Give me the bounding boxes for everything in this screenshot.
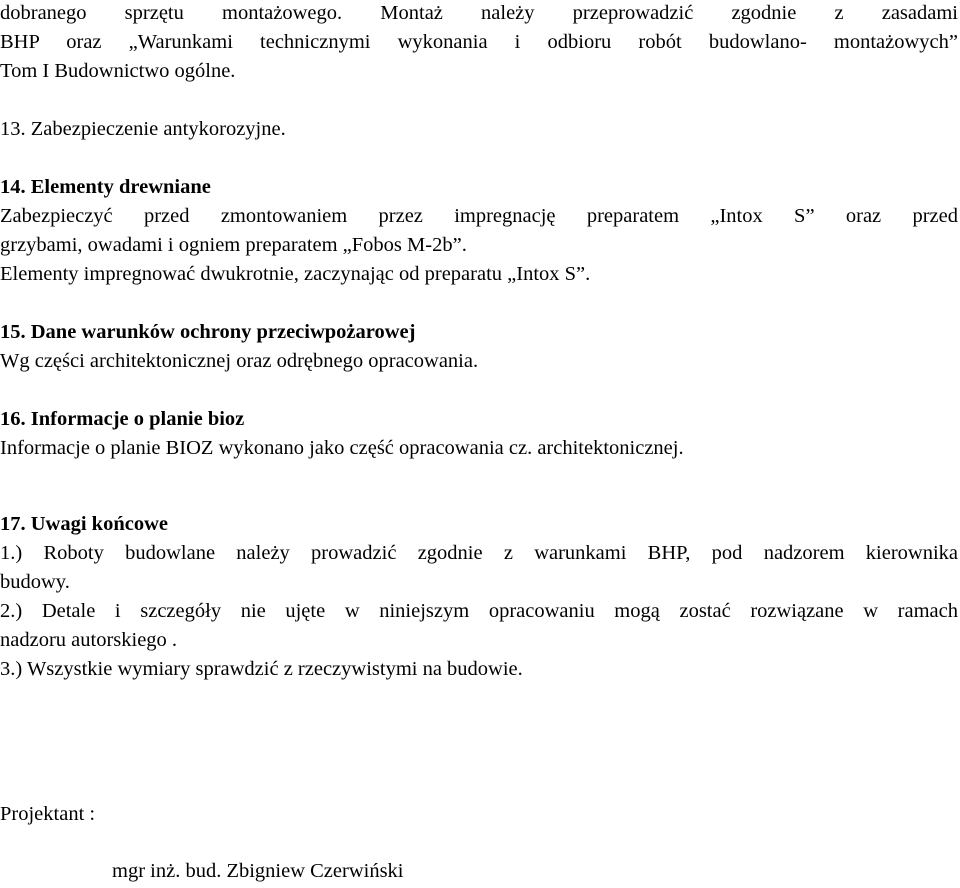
- intro-line-1: dobranego sprzętu montażowego. Montaż należy przeprowadzić zgodnie z zasadami: [0, 2, 958, 24]
- section-14-heading: 14. Elementy drewniane: [0, 176, 211, 198]
- section-16-heading: 16. Informacje o planie bioz: [0, 408, 245, 430]
- intro-line-2: BHP oraz „Warunkami technicznymi wykonania i odbioru robót budowlano- montażowych”: [0, 31, 958, 53]
- section-17-heading: 17. Uwagi końcowe: [0, 513, 168, 535]
- section-14-line-3: Elementy impregnować dwukrotnie, zaczynając od preparatu „Intox S”.: [0, 263, 591, 285]
- section-13: [0, 115, 958, 144]
- intro-paragraph: [0, 0, 958, 86]
- section-17-item-2-line-2: nadzoru autorskiego .: [0, 629, 178, 651]
- spacer: [0, 463, 958, 492]
- section-14-line-2: grzybami, owadami i ogniem preparatem „Fobos M-2b”.: [0, 234, 467, 256]
- section-17-item-1-line-2: budowy.: [0, 571, 70, 593]
- spacer: [0, 492, 958, 510]
- section-14-line-1: Zabezpieczyć przed zmontowaniem przez impregnację preparatem „Intox S” oraz przed: [0, 205, 958, 227]
- designer-name: mgr inż. bud. Zbigniew Czerwiński: [112, 860, 404, 882]
- section-17-item-1-line-1: 1.) Roboty budowlane należy prowadzić zgodnie z warunkami BHP, pod nadzorem kierownika: [0, 542, 958, 564]
- spacer: [0, 376, 958, 405]
- intro-line-3: Tom I Budownictwo ogólne.: [0, 60, 236, 82]
- spacer: [0, 144, 958, 173]
- section-17: [0, 510, 958, 684]
- spacer: [0, 86, 958, 115]
- section-13-heading: 13. Zabezpieczenie antykorozyjne.: [0, 118, 286, 140]
- section-17-item-2-line-1: 2.) Detale i szczegóły nie ujęte w niniejszym opracowaniu mogą zostać rozwiązane w ramach: [0, 600, 958, 622]
- section-16-line-1: Informacje o planie BIOZ wykonano jako część opracowania cz. architektonicznej.: [0, 437, 684, 459]
- section-16: [0, 405, 958, 463]
- designer-label: Projektant :: [0, 803, 96, 825]
- section-15: [0, 318, 958, 376]
- section-15-heading: 15. Dane warunków ochrony przeciwpożarowej: [0, 321, 416, 343]
- section-14: [0, 173, 958, 289]
- section-15-line-1: Wg części architektonicznej oraz odrębnego opracowania.: [0, 350, 479, 372]
- spacer: [0, 289, 958, 318]
- section-17-item-3-line-1: 3.) Wszystkie wymiary sprawdzić z rzeczywistymi na budowie.: [0, 658, 523, 680]
